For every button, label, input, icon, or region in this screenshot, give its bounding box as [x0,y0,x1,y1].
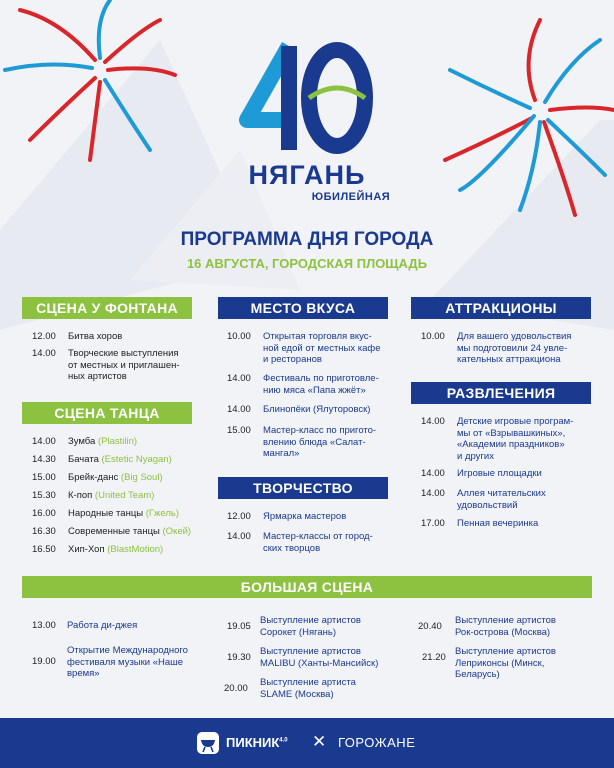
brand-gorozhane: ГОРОЖАНЕ [338,735,416,750]
item-time: 21.20 [422,652,446,663]
item-desc [263,404,370,416]
item-desc [260,615,361,638]
item-line: фестиваля музыки «Наше [67,656,184,668]
item-time: 20.40 [418,621,442,632]
anniversary-number: 40 [237,38,239,39]
brand-picnic-name: ПИКНИК [226,735,280,750]
item-time: 19.30 [227,652,251,663]
item-time: 10.00 [421,331,445,342]
item-time: 10.00 [227,331,251,342]
item-performer: (Estetic Nyagan) [101,454,172,465]
item-line: ных артистов [68,371,127,382]
item-desc [68,472,163,484]
section-dance-stage-header: СЦЕНА ТАНЦА [22,402,192,424]
item-line: Выступление артистов [260,646,361,657]
item-name: Зумба [68,436,96,447]
item-line: Выступление артиста [260,677,356,688]
item-desc [68,526,191,538]
item-desc [457,468,542,480]
anniversary-logo [0,38,614,163]
item-line: Творческие выступления [68,348,179,359]
item-time: 19.00 [32,656,56,667]
item-desc [263,373,379,396]
item-desc [68,348,180,383]
item-desc [68,331,122,343]
item-time: 14.00 [227,373,251,384]
item-line: SLAME (Москва) [260,688,334,700]
item-time: 12.00 [32,331,56,342]
item-time: 14.00 [227,404,251,415]
brand-picnic [226,735,288,750]
item-time: 12.00 [227,511,251,522]
item-line: ских творцов [263,542,321,554]
item-line: мы подготовили 24 увле- [457,342,568,354]
item-desc [260,646,378,669]
item-time: 14.30 [32,454,56,465]
item-desc [457,488,546,511]
item-line: Мастер-классы от город- [263,531,373,542]
section-fountain-stage-header: СЦЕНА У ФОНТАНА [22,297,192,319]
item-line: Открытая торговля вкус- [263,331,372,342]
item-desc [68,436,137,448]
item-desc [263,331,381,366]
item-desc [263,531,373,554]
anniversary-40-graphic [237,38,377,158]
item-line: время» [67,668,100,679]
item-line: от местных и приглашен- [68,359,180,371]
item-desc [68,508,179,520]
item-line: «Академии праздников» [457,439,565,450]
item-name: Хип-Хоп [68,544,105,555]
item-line: мы от «Взрывашкиных», [457,427,566,439]
item-desc [67,620,137,632]
item-time: 15.00 [32,472,56,483]
item-time: 16.30 [32,526,56,537]
item-line: Блинопёки (Ялуторовск) [263,404,371,415]
item-desc [68,544,163,556]
item-line: удовольствий [457,499,518,511]
program-subtitle: 16 АВГУСТА, ГОРОДСКАЯ ПЛОЩАДЬ [186,256,428,271]
item-line: Битва хоров [68,331,123,342]
item-line: Аллея читательских [457,488,546,499]
item-time: 15.00 [227,425,251,436]
item-line: влению блюда «Салат- [263,436,366,448]
item-performer: (Окей) [162,526,192,537]
item-line: Леприконсы (Минск, [455,657,545,669]
item-line: Ярмарка мастеров [263,511,347,522]
item-performer: (BlastMotion) [107,544,164,555]
item-desc [457,518,538,530]
item-time: 17.00 [421,518,445,529]
item-line: Игровые площадки [457,468,542,479]
item-line: Работа ди-джея [67,620,138,631]
item-line: Пенная вечеринка [457,518,539,529]
item-name: Народные танцы [68,508,144,519]
item-line: Сорокет (Нягань) [260,626,336,638]
item-desc [457,416,573,462]
item-desc [263,425,376,460]
footer-bar [0,718,614,768]
item-performer: (Гжель) [145,508,180,519]
item-time: 14.00 [421,468,445,479]
item-time: 14.00 [32,436,56,447]
item-line: Выступление артистов [455,615,556,626]
item-time: 19.05 [227,621,251,632]
item-desc [260,677,356,700]
item-time: 14.00 [421,488,445,499]
item-desc [455,646,556,681]
grill-icon [196,731,220,755]
item-name: Брейк-данс [68,472,119,483]
item-name: Современные танцы [68,526,160,537]
item-name: К-поп [68,490,93,501]
section-entertainment-header: РАЗВЛЕЧЕНИЯ [411,382,591,404]
item-line: Детские игровые програм- [457,416,574,427]
item-desc [68,490,154,502]
item-desc [457,331,571,366]
item-time: 15.30 [32,490,56,501]
city-subtitle: ЮБИЛЕЙНАЯ [311,191,391,203]
section-main-stage-header: БОЛЬШАЯ СЦЕНА [22,576,592,598]
item-line: нию мяса «Папа жжёт» [263,384,366,396]
item-line: Беларусь) [455,669,500,680]
item-desc [68,454,172,466]
item-time: 13.00 [32,620,56,631]
item-desc [67,645,188,680]
item-line: Фестиваль по приготовле- [263,373,379,384]
item-performer: (United Team) [94,490,155,501]
item-name: Бачата [68,454,99,465]
item-time: 14.00 [227,531,251,542]
item-line: Открытие Международного [67,645,188,656]
section-creativity-header: ТВОРЧЕСТВО [218,477,388,499]
item-performer: (Big Soul) [120,472,163,483]
item-line: Выступление артистов [455,646,556,657]
item-line: кательных аттракциона [457,354,561,365]
item-line: MALIBU (Ханты-Мансийск) [260,657,379,669]
item-performer: (Plastilin) [97,436,138,447]
brand-picnic-version: 4.0 [279,737,288,744]
brand-separator: ✕ [312,732,327,751]
item-line: Для вашего удовольствия [457,331,572,342]
city-name: НЯГАНЬ [248,160,366,190]
item-time: 14.00 [421,416,445,427]
item-line: Мастер-класс по пригото- [263,425,377,436]
section-attractions-header: АТТРАКЦИОНЫ [411,297,591,319]
item-line: мангал» [263,448,300,459]
item-time: 16.50 [32,544,56,555]
item-line: и ресторанов [263,354,322,365]
item-time: 14.00 [32,348,56,359]
program-title: ПРОГРАММА ДНЯ ГОРОДА [180,229,434,250]
item-time: 20.00 [224,683,248,694]
item-line: ной едой от местных кафе [263,342,381,354]
item-desc [263,511,346,523]
item-line: Рок-острова (Москва) [455,626,551,638]
item-time: 16.00 [32,508,56,519]
item-desc [455,615,556,638]
item-line: и других [457,450,494,462]
section-taste-header: МЕСТО ВКУСА [218,297,388,319]
item-line: Выступление артистов [260,615,361,626]
